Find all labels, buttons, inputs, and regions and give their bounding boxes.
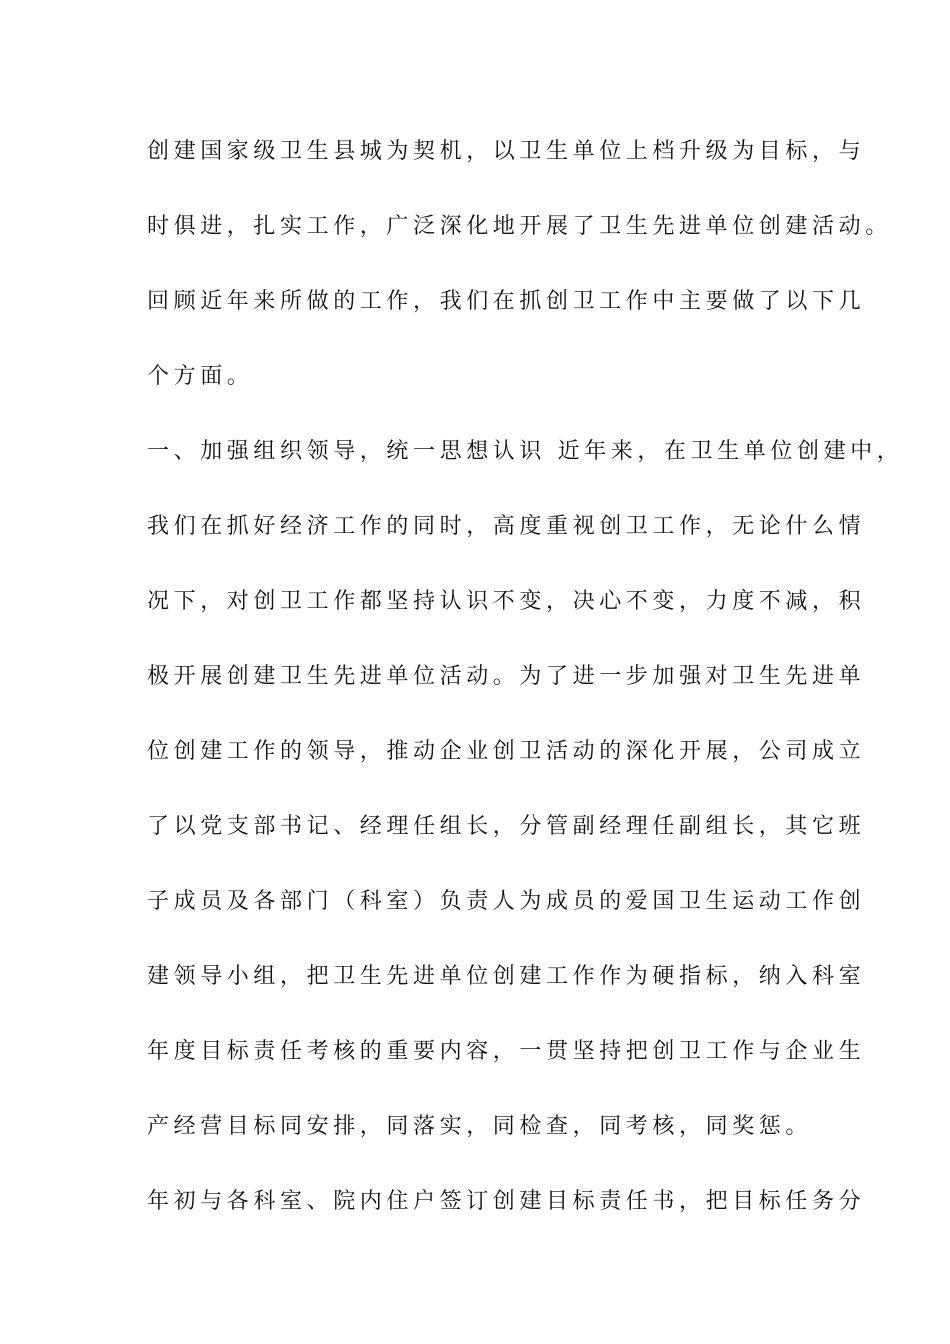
text-line-8: 极开展创建卫生先进单位活动。为了进一步加强对卫生先进单 [147, 664, 866, 689]
text-line-4: 个方面。 [147, 364, 254, 389]
section-heading-line: 一、加强组织领导，统一思想认识 近年来，在卫生单位创建中， [147, 439, 904, 464]
text-line-2: 时俱进，扎实工作，广泛深化地开展了卫生先进单位创建活动。 [147, 214, 892, 239]
text-line-6: 我们在抓好经济工作的同时，高度重视创卫工作，无论什么情 [147, 514, 866, 539]
text-line-1: 创建国家级卫生县城为契机，以卫生单位上档升级为目标，与 [147, 139, 866, 164]
text-line-9: 位创建工作的领导，推动企业创卫活动的深化开展，公司成立 [147, 739, 866, 764]
text-line-13: 年度目标责任考核的重要内容，一贯坚持把创卫工作与企业生 [147, 1039, 866, 1064]
text-line-12: 建领导小组，把卫生先进单位创建工作作为硬指标，纳入科室 [147, 964, 866, 989]
text-line-14: 产经营目标同安排，同落实，同检查，同考核，同奖惩。 [147, 1114, 813, 1139]
text-line-10: 了以党支部书记、经理任组长，分管副经理任副组长，其它班 [147, 814, 866, 839]
text-line-7: 况下，对创卫工作都坚持认识不变，决心不变，力度不减，积 [147, 589, 866, 614]
text-line-15: 年初与各科室、院内住户签订创建目标责任书，把目标任务分 [147, 1189, 866, 1214]
text-line-11: 子成员及各部门（科室）负责人为成员的爱国卫生运动工作创 [147, 889, 866, 914]
text-line-3: 回顾近年来所做的工作，我们在抓创卫工作中主要做了以下几 [147, 289, 866, 314]
